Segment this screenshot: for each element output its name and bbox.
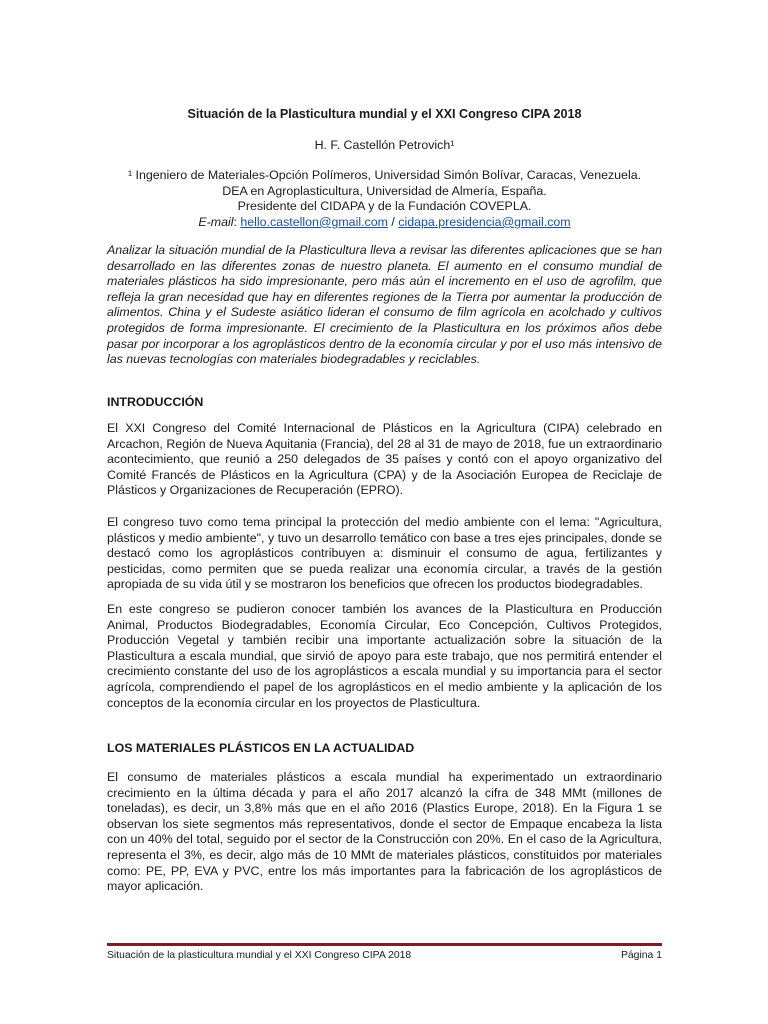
email-link-1[interactable]: hello.castellon@gmail.com (240, 214, 388, 229)
email-label: E-mail (198, 214, 234, 229)
affiliation-line-1: ¹ Ingeniero de Materiales-Opción Polímeros, Universidad Simón Bolívar, Caracas, Venezuela. (127, 168, 642, 182)
materials-paragraph-1: El consumo de materiales plásticos a escala mundial ha experimentado un extraordinario crecimiento en la última década y para el año 2017 alcanzó la cifra de 348 MMt (millones de toneladas), es decir, un 3,8% más que en el año 2016 (Plastics Europe, 2018). En la Figura 1 se observan los siete segmentos más representativos, donde el sector de Empaque encabeza la lista con un 40% del total, seguido por el sector de la Construcción con 20%. En el caso de la Agricultura, representa el 3%, es decir, algo más de 10 MMt de materiales plásticos, constituidos por materiales como: PE, PP, EVA y PVC, entre los más importantes para la fabricación de los agroplásticos de mayor aplicación. (107, 770, 662, 894)
email-separator: / (387, 214, 399, 229)
footer-title: Situación de la plasticultura mundial y el XXI Congreso CIPA 2018 (107, 950, 412, 961)
intro-paragraph-3: En este congreso se pudieron conocer también los avances de la Plasticultura en Producción Animal, Productos Biodegradables, Economía Circular, Eco Concepción, Cultivos Protegidos, Producción Vegetal y también recibir una importante actualización sobre la situación de la Plasticultura a escala mundial, que sirvió de apoyo para este trabajo, que nos permitirá entender el crecimiento constante del uso de los agroplásticos a escala mundial y su importancia para el sector agrícola, comprendiendo el papel de los agroplásticos en el medio ambiente y la aplicación de los conceptos de la economía circular en los proyectos de Plasticultura. (107, 602, 662, 710)
section-heading-materiales: LOS MATERIALES PLÁSTICOS EN LA ACTUALIDAD (107, 741, 415, 755)
author-name: H. F. Castellón Petrovich¹ (314, 138, 455, 152)
footer-rule (107, 943, 662, 946)
email-line (107, 215, 662, 231)
section-heading-introduccion: INTRODUCCIÓN (107, 395, 204, 409)
affiliation-line-2: DEA en Agroplasticultura, Universidad de Almería, España. (222, 183, 547, 198)
author-affiliation (107, 168, 662, 230)
email-link-2[interactable]: cidapa.presidencia@gmail.com (398, 214, 571, 229)
email-colon: : (233, 214, 241, 229)
affiliation-line-3: Presidente del CIDAPA y de la Fundación COVEPLA. (237, 199, 532, 214)
document-title: Situación de la Plasticultura mundial y el XXI Congreso CIPA 2018 (187, 107, 582, 121)
page-number: Página 1 (620, 950, 662, 961)
intro-paragraph-2: El congreso tuvo como tema principal la protección del medio ambiente con el lema: "Agricultura, plásticos y medio ambiente", y tuvo un desarrollo temático con base a tres ejes principales, donde se destacó como los agroplásticos contribuyen a: disminuir el consumo de agua, fertilizantes y pesticidas, como permiten que se pueda realizar una economía circular, a través de la gestión apropiada de su vida útil y se mostraron los beneficios que ofrecen los productos biodegradables. (107, 515, 662, 592)
intro-paragraph-1: El XXI Congreso del Comité Internacional de Plásticos en la Agricultura (CIPA) celebrado en Arcachon, Región de Nueva Aquitania (Francia), del 28 al 31 de mayo de 2018, fue un extraordinario acontecimiento, que reunió a 250 delegados de 35 países y contó con el apoyo organizativo del Comité Francés de Plásticos en la Agricultura (CPA) y de la Asociación Europea de Reciclaje de Plásticos y Organizaciones de Recuperación (EPRO). (107, 421, 662, 498)
abstract: Analizar la situación mundial de la Plasticultura lleva a revisar las diferentes aplicaciones que se han desarrollado en las diferentes zonas de nuestro planeta. El aumento en el consumo mundial de materiales plásticos ha sido impresionante, pero más aún el incremento en el uso de agrofilm, que refleja la gran necesidad que hay en diferentes regiones de la Tierra por aumentar la producción de alimentos. China y el Sudeste asiático lideran el consumo de film agrícola en acolchado y cultivos protegidos de forma impresionante. El crecimiento de la Plasticultura en los próximos años debe pasar por incorporar a los agroplásticos dentro de la economía circular y por el uso más intensivo de las nuevas tecnologías con materiales biodegradables y reciclables. (107, 243, 662, 367)
